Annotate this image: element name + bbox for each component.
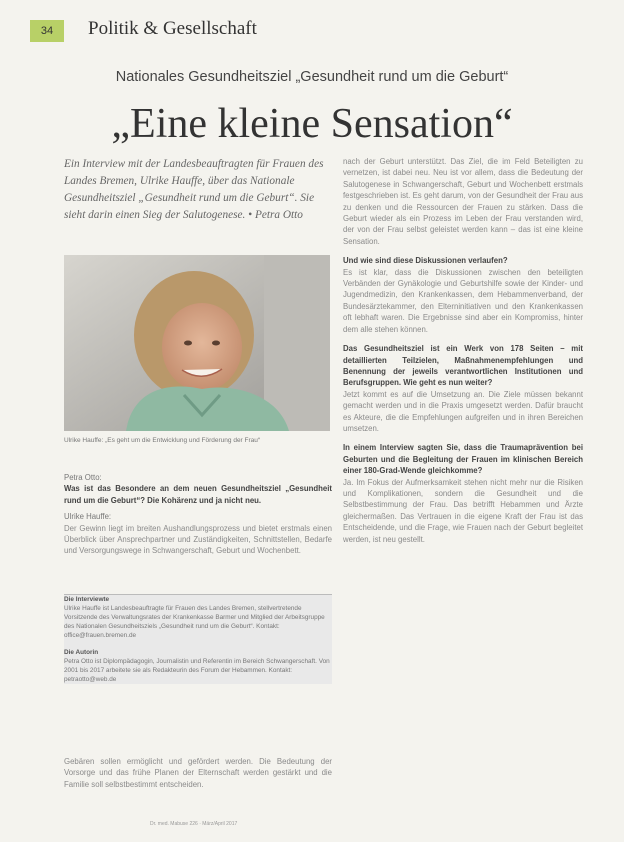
question-4: In einem Interview sagten Sie, dass die Traumaprävention bei Geburten und die Begleitung der Frauen im klinischen Bereich einer 180-Grad-Wende gleichkomme? [343,443,583,476]
intro-author: • Petra Otto [248,209,303,221]
answer-2: Es ist klar, dass die Diskussionen zwischen den beteiligten Verbänden der Gynäkologie und Geburtshilfe sowie der Kinder- und Jugendmedizin, den Krankenkassen, dem Hebammenverband, der Bundesärztekammer, den Elterninitiativen und den Krankenkassen oft lebhaft waren. Die Ergebnisse sind aber ein Kompromiss, hinter dem alle stehen können. [343,267,583,334]
intro-text: Ein Interview mit der Landesbeauftragten für Frauen des Landes Bremen, Ulrike Hauffe, über das Nationale Gesundheitsziel „Gesundheit rund um die Geburt“. Sie sieht darin einen Sieg der Salutogenese. [64,158,324,221]
answer-4: Ja. Im Fokus der Aufmerksamkeit stehen nicht mehr nur die Risiken und Komplikationen, sondern die Gesundheit und die Selbstbestimmung der Frau. Das betrifft Hebammen und Ärzte gleichermaßen. Das Vertrauen in die eigene Kraft der Frau ist das Entscheidende, und die Frage, wie Frauen nach der Geburt begleitet werden, ist neu gestellt. [343,477,583,544]
page-number: 34 [30,20,64,42]
left-continuation: Gebären sollen ermöglicht und gefördert werden. Die Bedeutung der Vorsorge und das frühe Planen der Elternschaft werden gestärkt und die Familie soll selbstbestimmt entscheiden. [64,757,332,789]
portrait-image [64,255,330,431]
page-footer: Dr. med. Mabuse 226 · März/April 2017 [150,821,238,827]
author-heading: Die Autorin [64,649,99,656]
interviewee-text: Ulrike Hauffe ist Landesbeauftragte für Frauen des Landes Bremen, stellvertretende Vorsitzende des Verwaltungsrates der Krankenkasse Barmer und Mitglied der Arbeitsgruppe des Nationalen Gesundheitsziels „Gesundheit rund um die Geburt“. Kontakt: office@frauen.bremen.de [64,605,325,639]
a1-speaker: Ulrike Hauffe: [64,512,112,522]
article-intro [64,156,332,224]
question-1: Was ist das Besondere an dem neuen Gesundheitsziel „Gesundheit rund um die Geburt“? Die Kohärenz und ja nicht neu. [64,484,332,505]
paragraph-1: nach der Geburt unterstützt. Das Ziel, die im Feld Beteiligten zu vernetzen, ist dabei neu. Neu ist vor allem, dass die Bedeutung der Salutogenese in Schwangerschaft, Geburt und Wochenbett erstmals festgeschrieben ist. Es geht darum, von der Gesundheit der Frau aus zu denken und die Ressourcen der Frauen zu stärken. Dass die Geburt wieder als ein Prozess im Leben der Frau verstanden wird, der von der Frau selbst geleistet werden kann – das ist eine kleine Sensation. [343,157,583,246]
portrait-photo [64,255,330,431]
q1-speaker: Petra Otto: [64,473,102,482]
article-headline: „Eine kleine Sensation“ [111,101,513,147]
section-title: Politik & Gesellschaft [88,18,257,39]
interviewee-heading: Die Interviewte [64,596,110,603]
author-text: Petra Otto ist Diplompädagogin, Journalistin und Referentin im Bereich Schwangerschaft. Von 2001 bis 2017 arbeitete sie als Redakteurin des Forum der Hebammen. Kontakt: petraotto@web.de [64,658,330,683]
article-kicker: Nationales Gesundheitsziel „Gesundheit rund um die Geburt“ [115,69,509,85]
answer-3: Jetzt kommt es auf die Umsetzung an. Die Ziele müssen bekannt gemacht werden und in die Praxis umgesetzt werden. Dafür braucht es Akteure, die die Empfehlungen aufgreifen und in ihren Bereichen umsetzen. [343,389,583,433]
question-3: Das Gesundheitsziel ist ein Werk von 178 Seiten – mit detaillierten Teilzielen, Maßnahmenempfehlungen und Benennung der jeweils verantwortlichen Institutionen und Berufsgruppen. Wie geht es nun weiter? [343,344,583,388]
photo-caption: Ulrike Hauffe: „Es geht um die Entwicklung und Förderung der Frau“ [64,437,261,444]
info-box [64,594,332,684]
right-column [343,156,583,545]
question-2: Und wie sind diese Diskussionen verlaufen? [343,256,508,266]
answer-1: Der Gewinn liegt im breiten Aushandlungsprozess und bietet erstmals einen Überblick über Ansprechpartner und Zuständigkeiten, Schnittstellen, Bedarfe und Versorgungswege in Schwangerschaft, Geburt und Wochenbett. [64,523,332,556]
left-column [64,472,332,557]
